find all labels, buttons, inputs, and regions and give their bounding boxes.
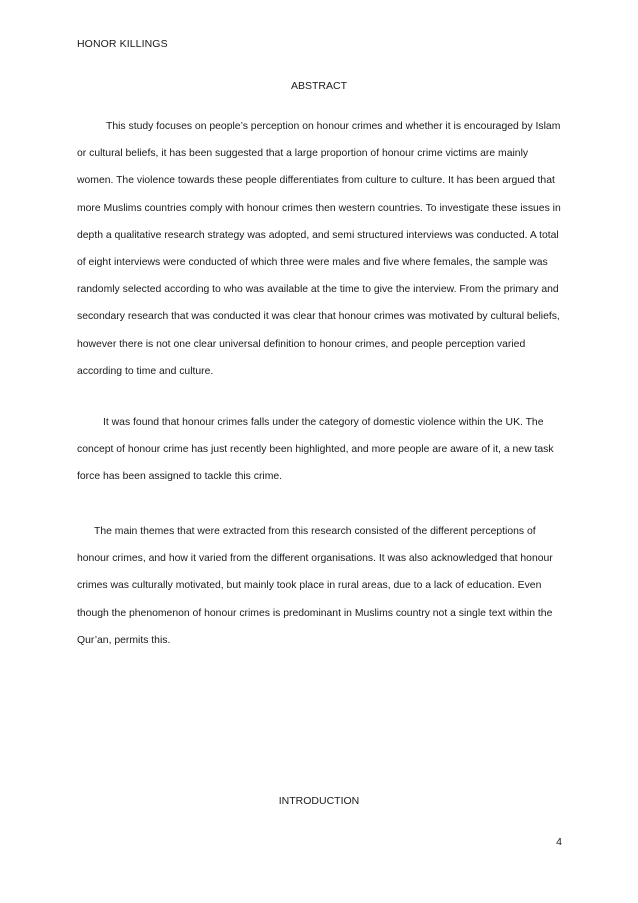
introduction-heading: INTRODUCTION [278, 795, 360, 807]
paragraph-text: This study focuses on people’s perception on honour crimes and whether it is encouraged by Islam or cultural beliefs, it has been suggested that a large proportion of honour crime victims are mainly women. The violence towards these people differentiates from culture to culture. It has been argued that more Muslims countries comply with honour crimes then western countries. To investigate these issues in depth a qualitative research strategy was adopted, and semi structured interviews was conducted. A total of eight interviews were conducted of which three were males and five where females, the sample was randomly selected according to who was available at the time to give the interview. From the primary and secondary research that was conducted it was clear that honour crimes was motivated by cultural beliefs, however there is not one clear universal definition to honour crimes, and people perception varied according to time and culture. [77, 121, 561, 377]
abstract-paragraph-2 [77, 409, 565, 491]
paragraph-text: The main themes that were extracted from this research consisted of the different perceptions of honour crimes, and how it varied from the different organisations. It was also acknowledged that honour crimes was culturally motivated, but mainly took place in rural areas, due to a lack of education. Even though the phenomenon of honour crimes is predominant in Muslims country not a single text within the Qur’an, permits this. [77, 526, 553, 646]
paragraph-text: It was found that honour crimes falls under the category of domestic violence within the UK. The concept of honour crime has just recently been highlighted, and more people are aware of it, a new task force has been assigned to tackle this crime. [77, 417, 554, 483]
abstract-heading: ABSTRACT [290, 80, 347, 92]
abstract-paragraph-3 [77, 518, 565, 654]
running-head: HONOR KILLINGS [77, 38, 168, 50]
abstract-paragraph-1 [77, 113, 565, 385]
page-number: 4 [556, 836, 562, 848]
